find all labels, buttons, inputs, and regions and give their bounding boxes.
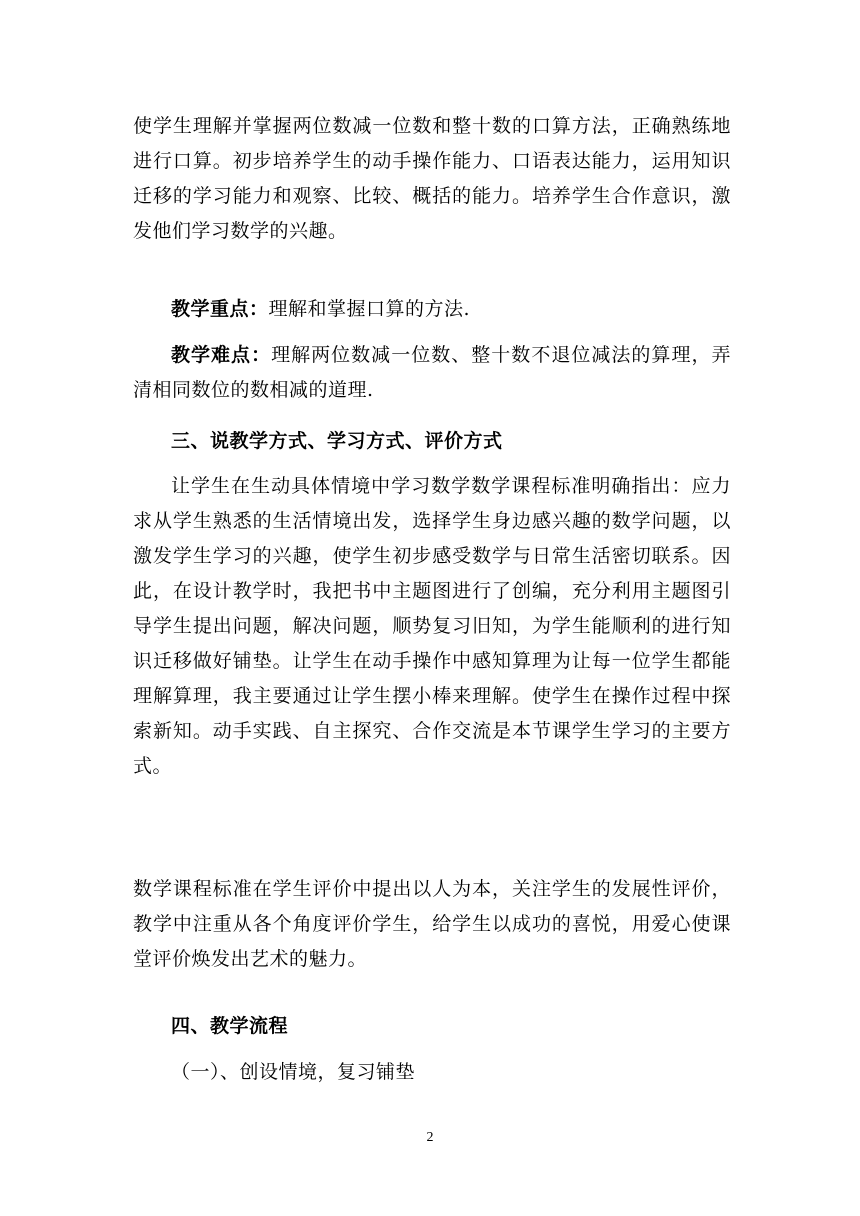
key-point-paragraph xyxy=(133,292,731,327)
page-number: 2 xyxy=(426,1130,434,1145)
evaluation-paragraph: 数学课程标准在学生评价中提出以人为本，关注学生的发展性评价，教学中注重从各个角度评价学生，给学生以成功的喜悦，用爱心使课堂评价焕发出艺术的魅力。 xyxy=(133,878,731,970)
key-point-text: 理解和掌握口算的方法. xyxy=(268,298,471,320)
difficulty-label: 教学难点： xyxy=(171,344,272,366)
objectives-paragraph: 使学生理解并掌握两位数减一位数和整十数的口算方法，正确熟练地进行口算。初步培养学生的动手操作能力、口语表达能力，运用知识迁移的学习能力和观察、比较、概括的能力。培养学生合作意识，激发他们学习数学的兴趣。 xyxy=(133,115,731,242)
key-point-label: 教学重点： xyxy=(171,298,269,320)
difficulty-paragraph xyxy=(133,338,731,408)
difficulty-text: 理解两位数减一位数、整十数不退位减法的算理，弄清相同数位的数相减的道理. xyxy=(133,344,731,401)
section3-heading: 三、说教学方式、学习方式、评价方式 xyxy=(171,430,503,452)
section3-body: 让学生在生动具体情境中学习数学数学课程标准明确指出：应力求从学生熟悉的生活情境出发，选择学生身边感兴趣的数学问题，以激发学生学习的兴趣，使学生初步感受数学与日常生活密切联系。因此，在设计教学时，我把书中主题图进行了创编，充分利用主题图引导学生提出问题，解决问题，顺势复习旧知，为学生能顺利的进行知识迁移做好铺垫。让学生在动手操作中感知算理为让每一位学生都能理解算理，我主要通过让学生摆小棒来理解。使学生在操作过程中探索新知。动手实践、自主探究、合作交流是本节课学生学习的主要方式。 xyxy=(133,475,731,777)
subsection1-heading: （一）、创设情境，复习铺垫 xyxy=(171,1061,416,1083)
section4-heading: 四、教学流程 xyxy=(171,1015,289,1037)
